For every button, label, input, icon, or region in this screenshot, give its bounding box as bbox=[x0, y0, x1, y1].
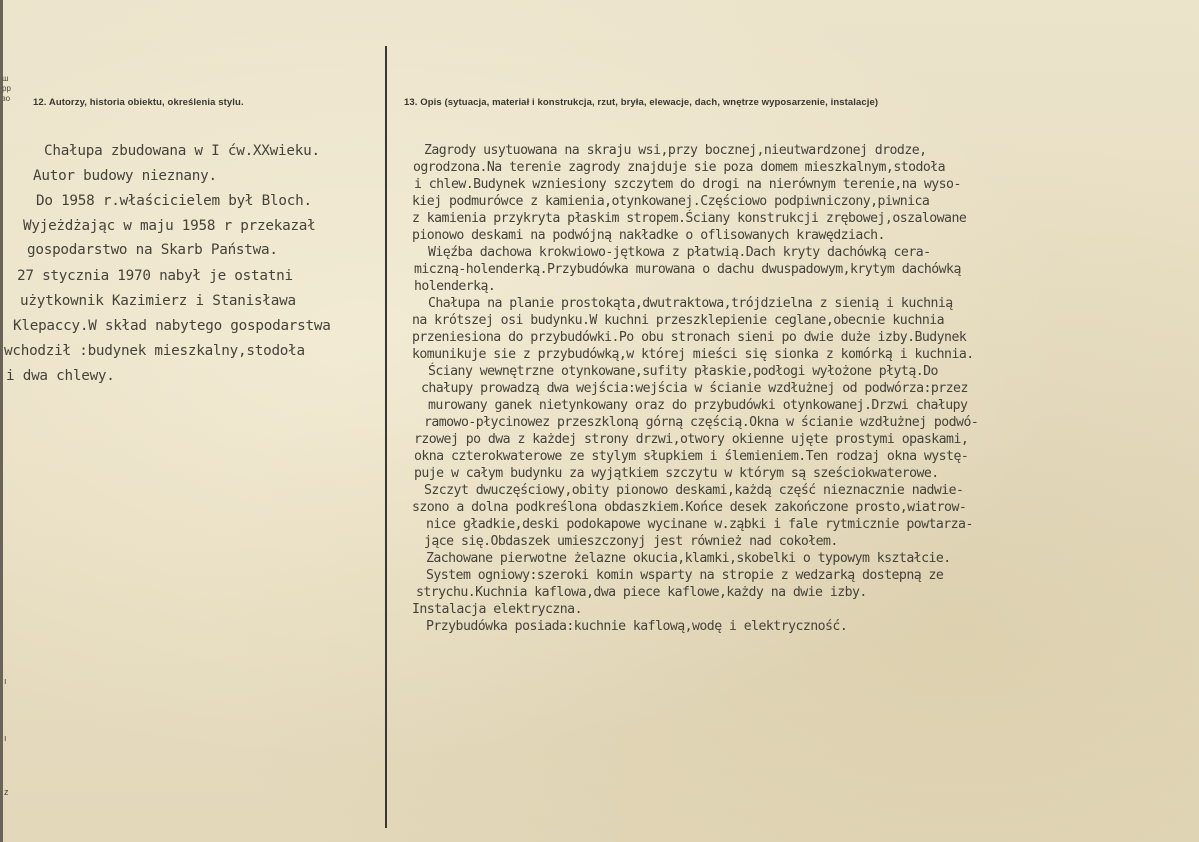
section12-line: użytkownik Kazimierz i Stanisława bbox=[20, 293, 296, 309]
section13-line: na krótszej osi budynku.W kuchni przeszklepienie ceglane,obecnie kuchnia bbox=[412, 313, 945, 328]
section13-line: Ściany wewnętrzne otynkowane,sufity płaskie,podłogi wyłożone płytą.Do bbox=[428, 364, 938, 379]
section13-line: z kamienia przykryta płaskim stropem.Ściany konstrukcji zrębowej,oszalowane bbox=[412, 211, 967, 226]
column-divider bbox=[385, 46, 387, 828]
margin-tick: ı bbox=[4, 733, 7, 743]
section13-line: holenderką. bbox=[414, 279, 496, 294]
section13-line: kiej podmurówce z kamienia,otynkowanej.Częściowo podpiwniczony,piwnica bbox=[412, 194, 930, 209]
section12-line: Klepaccy.W skład nabytego gospodarstwa bbox=[13, 318, 331, 334]
section12-line: Autor budowy nieznany. bbox=[33, 168, 217, 184]
section13-line: Przybudówka posiada:kuchnie kaflową,wodę i elektryczność. bbox=[426, 619, 848, 634]
section13-line: puje w całym budynku za wyjątkiem szczytu w którym są sześciokwaterowe. bbox=[414, 466, 939, 481]
section13-line: okna czterokwaterowe ze stylym słupkiem i ślemieniem.Ten rodzaj okna wystę- bbox=[414, 449, 969, 464]
section13-line: murowany ganek nietynkowany oraz do przybudówki otynkowanej.Drzwi chałupy bbox=[428, 398, 968, 413]
section13-line: komunikuje sie z przybudówką,w której mieści się sionka z komórką i kuchnia. bbox=[412, 347, 974, 362]
margin-tick: ı bbox=[4, 676, 7, 686]
section13-line: nice gładkie,deski podokapowe wycinane w.ząbki i fale rytmicznie powtarza- bbox=[426, 517, 973, 532]
section12-line: Do 1958 r.właścicielem był Bloch. bbox=[36, 193, 312, 209]
margin-mark: рр bbox=[2, 84, 11, 93]
section13-line: Zachowane pierwotne żelazne okucia,klamki,skobelki o typowym kształcie. bbox=[426, 551, 951, 566]
section13-line: chałupy prowadzą dwa wejścia:wejścia w ścianie wzdłużnej od podwórza:przez bbox=[421, 381, 968, 396]
section13-line: Szczyt dwuczęściowy,obity pionowo deskami,każdą część nieznacznie nadwie- bbox=[424, 483, 964, 498]
section12-line: i dwa chlewy. bbox=[6, 368, 115, 384]
section13-line: strychu.Kuchnia kaflowa,dwa piece kaflowe,każdy na dwie izby. bbox=[416, 585, 867, 600]
section13-line: miczną-holenderką.Przybudówka murowana o dachu dwuspadowym,krytym dachówką bbox=[414, 262, 961, 277]
section13-line: i chlew.Budynek wzniesiony szczytem do drogi na nierównym terenie,na wyso- bbox=[414, 177, 961, 192]
section13-line: System ogniowy:szeroki komin wsparty na stropie z wedzarką dostepną ze bbox=[426, 568, 944, 583]
section13-line: pionowo deskami na podwójną nakładke o oflisowanych krawędziach. bbox=[412, 228, 885, 243]
section-13-heading: 13. Opis (sytuacja, materiał i konstrukcja, rzut, bryła, elewacje, dach, wnętrze wyposarzenie, instalacje) bbox=[404, 97, 879, 108]
section13-line: Chałupa na planie prostokąta,dwutraktowa,trójdzielna z sienią i kuchnią bbox=[428, 296, 953, 311]
section13-line: Instalacja elektryczna. bbox=[412, 602, 582, 617]
section12-line: Wyjeżdżając w maju 1958 r przekazał bbox=[23, 218, 316, 234]
section13-line: Więźba dachowa krokwiowo-jętkowa z płatwią.Dach kryty dachówką cera- bbox=[428, 245, 931, 260]
section12-line: wchodził :budynek mieszkalny,stodoła bbox=[4, 343, 305, 359]
margin-mark: ш bbox=[2, 74, 9, 83]
section-12-heading: 12. Autorzy, historia obiektu, określenia stylu. bbox=[33, 97, 244, 108]
margin-tick: z bbox=[4, 787, 9, 797]
section13-line: ogrodzona.Na terenie zagrody znajduje sie poza domem mieszkalnym,stodoła bbox=[413, 160, 946, 175]
section13-line: szono a dolna podkreślona obdaszkiem.Końce desek zakończone prosto,wiatrow- bbox=[412, 500, 967, 515]
section13-line: rzowej po dwa z każdej strony drzwi,otwory okienne ujęte prostymi opaskami, bbox=[414, 432, 969, 447]
section12-line: 27 stycznia 1970 nabył je ostatni bbox=[17, 268, 293, 284]
margin-mark: зо bbox=[2, 94, 11, 103]
margin-marks bbox=[2, 74, 14, 104]
section12-line: Chałupa zbudowana w I ćw.XXwieku. bbox=[44, 143, 320, 159]
section13-line: Zagrody usytuowana na skraju wsi,przy bocznej,nieutwardzonej drodze, bbox=[424, 143, 927, 158]
section13-line: ramowo-płycinowez przeszkloną górną częścią.Okna w ścianie wzdłużnej podwó- bbox=[424, 415, 979, 430]
section13-line: jące się.Obdaszek umieszczonyj jest również nad cokołem. bbox=[424, 534, 838, 549]
page-edge bbox=[0, 0, 3, 842]
section12-line: gospodarstwo na Skarb Państwa. bbox=[27, 242, 278, 258]
section13-line: przeniesiona do przybudówki.Po obu stronach sieni po dwie duże izby.Budynek bbox=[412, 330, 967, 345]
